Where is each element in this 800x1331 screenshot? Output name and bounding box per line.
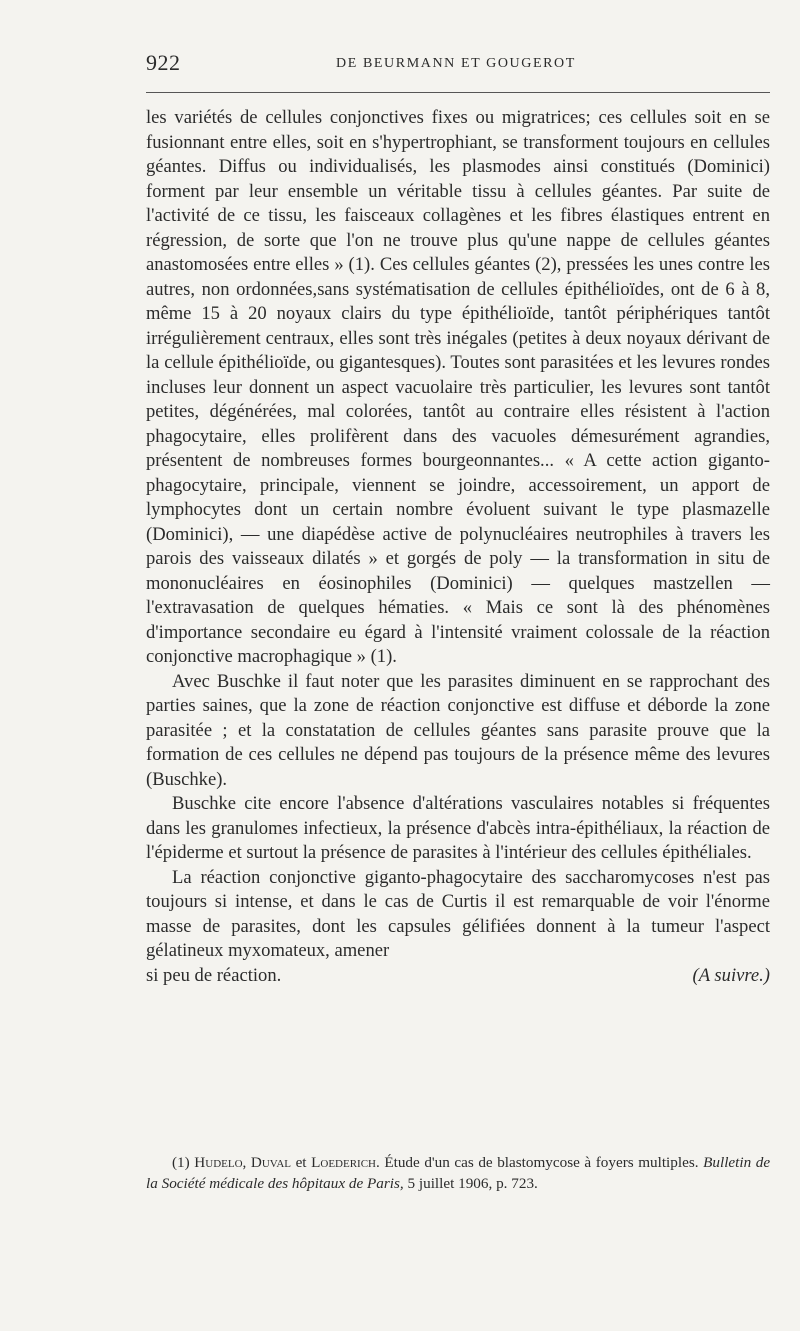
footnote-conjunction: et — [295, 1154, 307, 1171]
body-text — [146, 106, 770, 988]
footnote-title: Étude d'un cas de blastomycose à foyers multiples. — [384, 1154, 699, 1171]
footnote-date-page: 5 juillet 1906, p. 723. — [407, 1175, 538, 1192]
footnote-journal: Bulletin de la Société médicale des hôpitaux de Paris, — [146, 1154, 771, 1192]
footnote-marker: (1) — [172, 1154, 190, 1171]
paragraph-end-text: si peu de réaction. — [146, 964, 282, 986]
footnote — [146, 1152, 770, 1194]
footnote-author: Duval — [250, 1154, 291, 1171]
page-number: 922 — [146, 50, 181, 75]
header-rule — [146, 92, 770, 93]
footnote-author: Loederich. — [311, 1154, 380, 1171]
running-head: DE BEURMANN ET GOUGEROT — [336, 56, 576, 71]
paragraph-continued: les variétés de cellules conjonctives fixes ou migratrices; ces cellules soit en se fusionnant entre elles, soit en s'hypertrophiant, se transforment toujours en cellules géantes. Diffus ou individualisés, les plasmodes ainsi constitués (Dominici) forment par leur ensemble un véritable tissu à cellules géantes. Par suite de l'activité de ce tissu, les faisceaux collagènes et les fibres élastiques entrent en régression, de sorte que l'on ne trouve plus qu'une nappe de cellules géantes anastomosées entre elles » (1). Ces cellules géantes (2), pressées les unes contre les autres, non ordonnées,sans systématisation de cellules épithélioïdes, ont de 6 à 8, même 15 à 20 noyaux clairs du type épithélioïde, tantôt périphériques tantôt irrégulièrement centraux, elles sont très inégales (petites à deux noyaux dérivant de la cellule épithélioïde, ou gigantesques). Toutes sont parasitées et les levures rondes incluses leur donnent un aspect vacuolaire très particulier, les levures sont tantôt petites, dégénérées, mal colorées, tantôt au contraire elles résistent à l'action phagocytaire, elles prolifèrent dans des vacuoles démesurément agrandies, présentent de nombreuses formes bourgeonnantes... « A cette action giganto-phagocytaire, principale, viennent se joindre, accessoirement, un apport de lymphocytes dont un certain nombre évoluent suivant le type plasmazelle (Dominici), — une diapédèse active de polynucléaires neutrophiles à travers les parois des vaisseaux dilatés » et gorgés de poly — la transformation in situ de mononucléaires en éosinophiles (Dominici) — quelques mastzellen — l'extravasation de quelques hématies. « Mais ce sont là des phénomènes d'importance secondaire eu égard à l'intensité vraiment colossale de la réaction conjonctive macrophagique » (1). — [146, 107, 770, 667]
page-header — [146, 50, 770, 80]
paragraph-buschke-observations: Avec Buschke il faut noter que les parasites diminuent en se rapprochant des parties saines, que la zone de réaction conjonctive est diffuse et déborde la zone parasitée ; et la constatation de cellules géantes sans parasite prouve que la formation de ces cellules ne dépend pas toujours de la présence même des levures (Buschke). — [146, 670, 770, 790]
to-be-continued: (A suivre.) — [692, 964, 770, 986]
paragraph-ending-line — [146, 964, 770, 989]
footnote-author: Hudelo, — [194, 1154, 247, 1171]
paragraph-buschke-cites: Buschke cite encore l'absence d'altérations vasculaires notables si fréquentes dans les granulomes infectieux, la présence d'abcès intra-épithéliaux, la réaction de l'épiderme et surtout la présence de parasites à l'intérieur des cellules épithéliales. — [146, 793, 770, 863]
paragraph-reaction-intensity: La réaction conjonctive giganto-phagocytaire des saccharomycoses n'est pas toujours si intense, et dans le cas de Curtis il est remarquable de voir l'énorme masse de parasites, dont les capsules gélifiées donnent à la tumeur l'aspect gélatineux myxomateux, amener — [146, 866, 770, 961]
